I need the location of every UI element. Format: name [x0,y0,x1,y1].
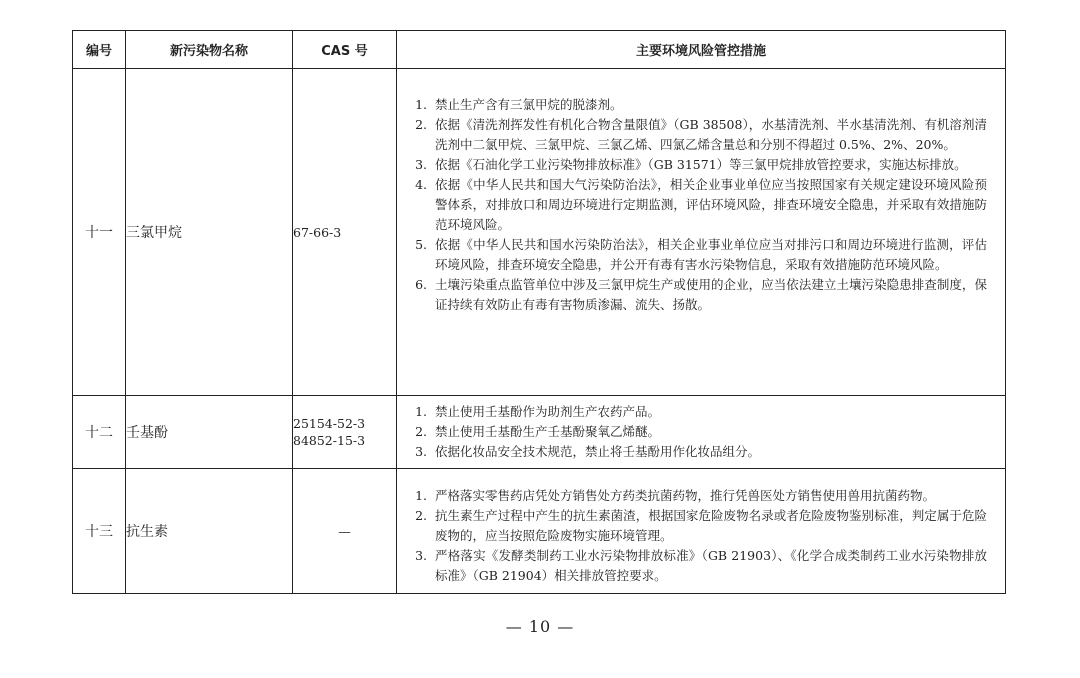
measure-text: 依据《中华人民共和国水污染防治法》，相关企业事业单位应当对排污口和周边环境进行监测，评估环境风险，排查环境安全隐患，并公开有毒有害水污染物信息，采取有效措施防范环境风险。 [435,237,987,272]
measure-text: 依据《清洗剂挥发性有机化合物含量限值》（GB 38508），水基清洗剂、半水基清洗剂、有机溶剂清洗剂中二氯甲烷、三氯甲烷、三氯乙烯、四氯乙烯含量总和分别不得超过 0.5%、2%、20%。 [435,117,987,152]
pollutant-control-table [72,30,1006,594]
table-row [73,69,1006,396]
measure-index: 3. [415,548,427,563]
header-cas: CAS 号 [293,31,397,69]
table-row [73,396,1006,469]
measure-index: 5. [415,237,427,252]
measure-item [405,506,987,546]
cas-number [293,396,397,469]
pollutant-name: 壬基酚 [126,396,293,469]
cas-line: 67-66-3 [293,224,342,240]
measure-item [405,95,987,115]
measure-item [405,422,987,442]
measure-text: 禁止使用壬基酚生产壬基酚聚氧乙烯醚。 [435,424,661,439]
pollutant-name: 三氯甲烷 [126,69,293,396]
measure-list [397,402,1005,462]
measure-item [405,115,987,155]
measure-index: 6. [415,277,427,292]
control-measures [397,396,1006,469]
measure-item [405,546,987,586]
measure-index: 1. [415,488,427,503]
header-number: 编号 [73,31,126,69]
cas-line: 25154-52-3 [293,416,366,431]
cas-line: 84852-15-3 [293,433,366,448]
measure-index: 1. [415,97,427,112]
measure-index: 3. [415,444,427,459]
cas-number [293,69,397,396]
measure-text: 依据《中华人民共和国大气污染防治法》，相关企业事业单位应当按照国家有关规定建设环境风险预警体系，对排放口和周边环境进行定期监测，评估环境风险，排查环境安全隐患，并采取有效措施防范环境风险。 [435,177,987,232]
measure-text: 严格落实《发酵类制药工业水污染物排放标准》（GB 21903）、《化学合成类制药工业水污染物排放标准》（GB 21904）相关排放管控要求。 [435,548,987,583]
measure-item [405,486,987,506]
measure-item [405,235,987,275]
control-measures [397,69,1006,396]
measure-item [405,155,987,175]
measure-index: 4. [415,177,427,192]
measure-item [405,442,987,462]
measure-index: 3. [415,157,427,172]
cas-line: — [338,523,351,539]
measure-item [405,275,987,315]
measure-text: 严格落实零售药店凭处方销售处方药类抗菌药物，推行凭兽医处方销售使用兽用抗菌药物。 [435,488,936,503]
header-pollutant-name: 新污染物名称 [126,31,293,69]
header-control-measures: 主要环境风险管控措施 [397,31,1006,69]
measure-index: 2. [415,424,427,439]
measure-index: 2. [415,508,427,523]
control-measures [397,469,1006,594]
row-number: 十三 [73,469,126,594]
row-number: 十一 [73,69,126,396]
measure-item [405,175,987,235]
measure-text: 依据《石油化学工业污染物排放标准》（GB 31571）等三氯甲烷排放管控要求，实施达标排放。 [435,157,967,172]
measure-text: 禁止使用壬基酚作为助剂生产农药产品。 [435,404,661,419]
measure-list [397,486,1005,586]
measure-index: 2. [415,117,427,132]
measure-item [405,402,987,422]
measure-index: 1. [415,404,427,419]
pollutant-name: 抗生素 [126,469,293,594]
measure-text: 禁止生产含有三氯甲烷的脱漆剂。 [435,97,623,112]
table-row [73,469,1006,594]
measure-text: 抗生素生产过程中产生的抗生素菌渣，根据国家危险废物名录或者危险废物鉴别标准，判定属于危险废物的，应当按照危险废物实施环境管理。 [435,508,987,543]
page-number: — 10 — [505,617,575,636]
measure-text: 土壤污染重点监管单位中涉及三氯甲烷生产或使用的企业，应当依法建立土壤污染隐患排查制度，保证持续有效防止有毒有害物质渗漏、流失、扬散。 [435,277,987,312]
measure-list [397,95,1005,315]
measure-text: 依据化妆品安全技术规范，禁止将壬基酚用作化妆品组分。 [435,444,761,459]
cas-number [293,469,397,594]
row-number: 十二 [73,396,126,469]
table-header-row [73,31,1006,69]
